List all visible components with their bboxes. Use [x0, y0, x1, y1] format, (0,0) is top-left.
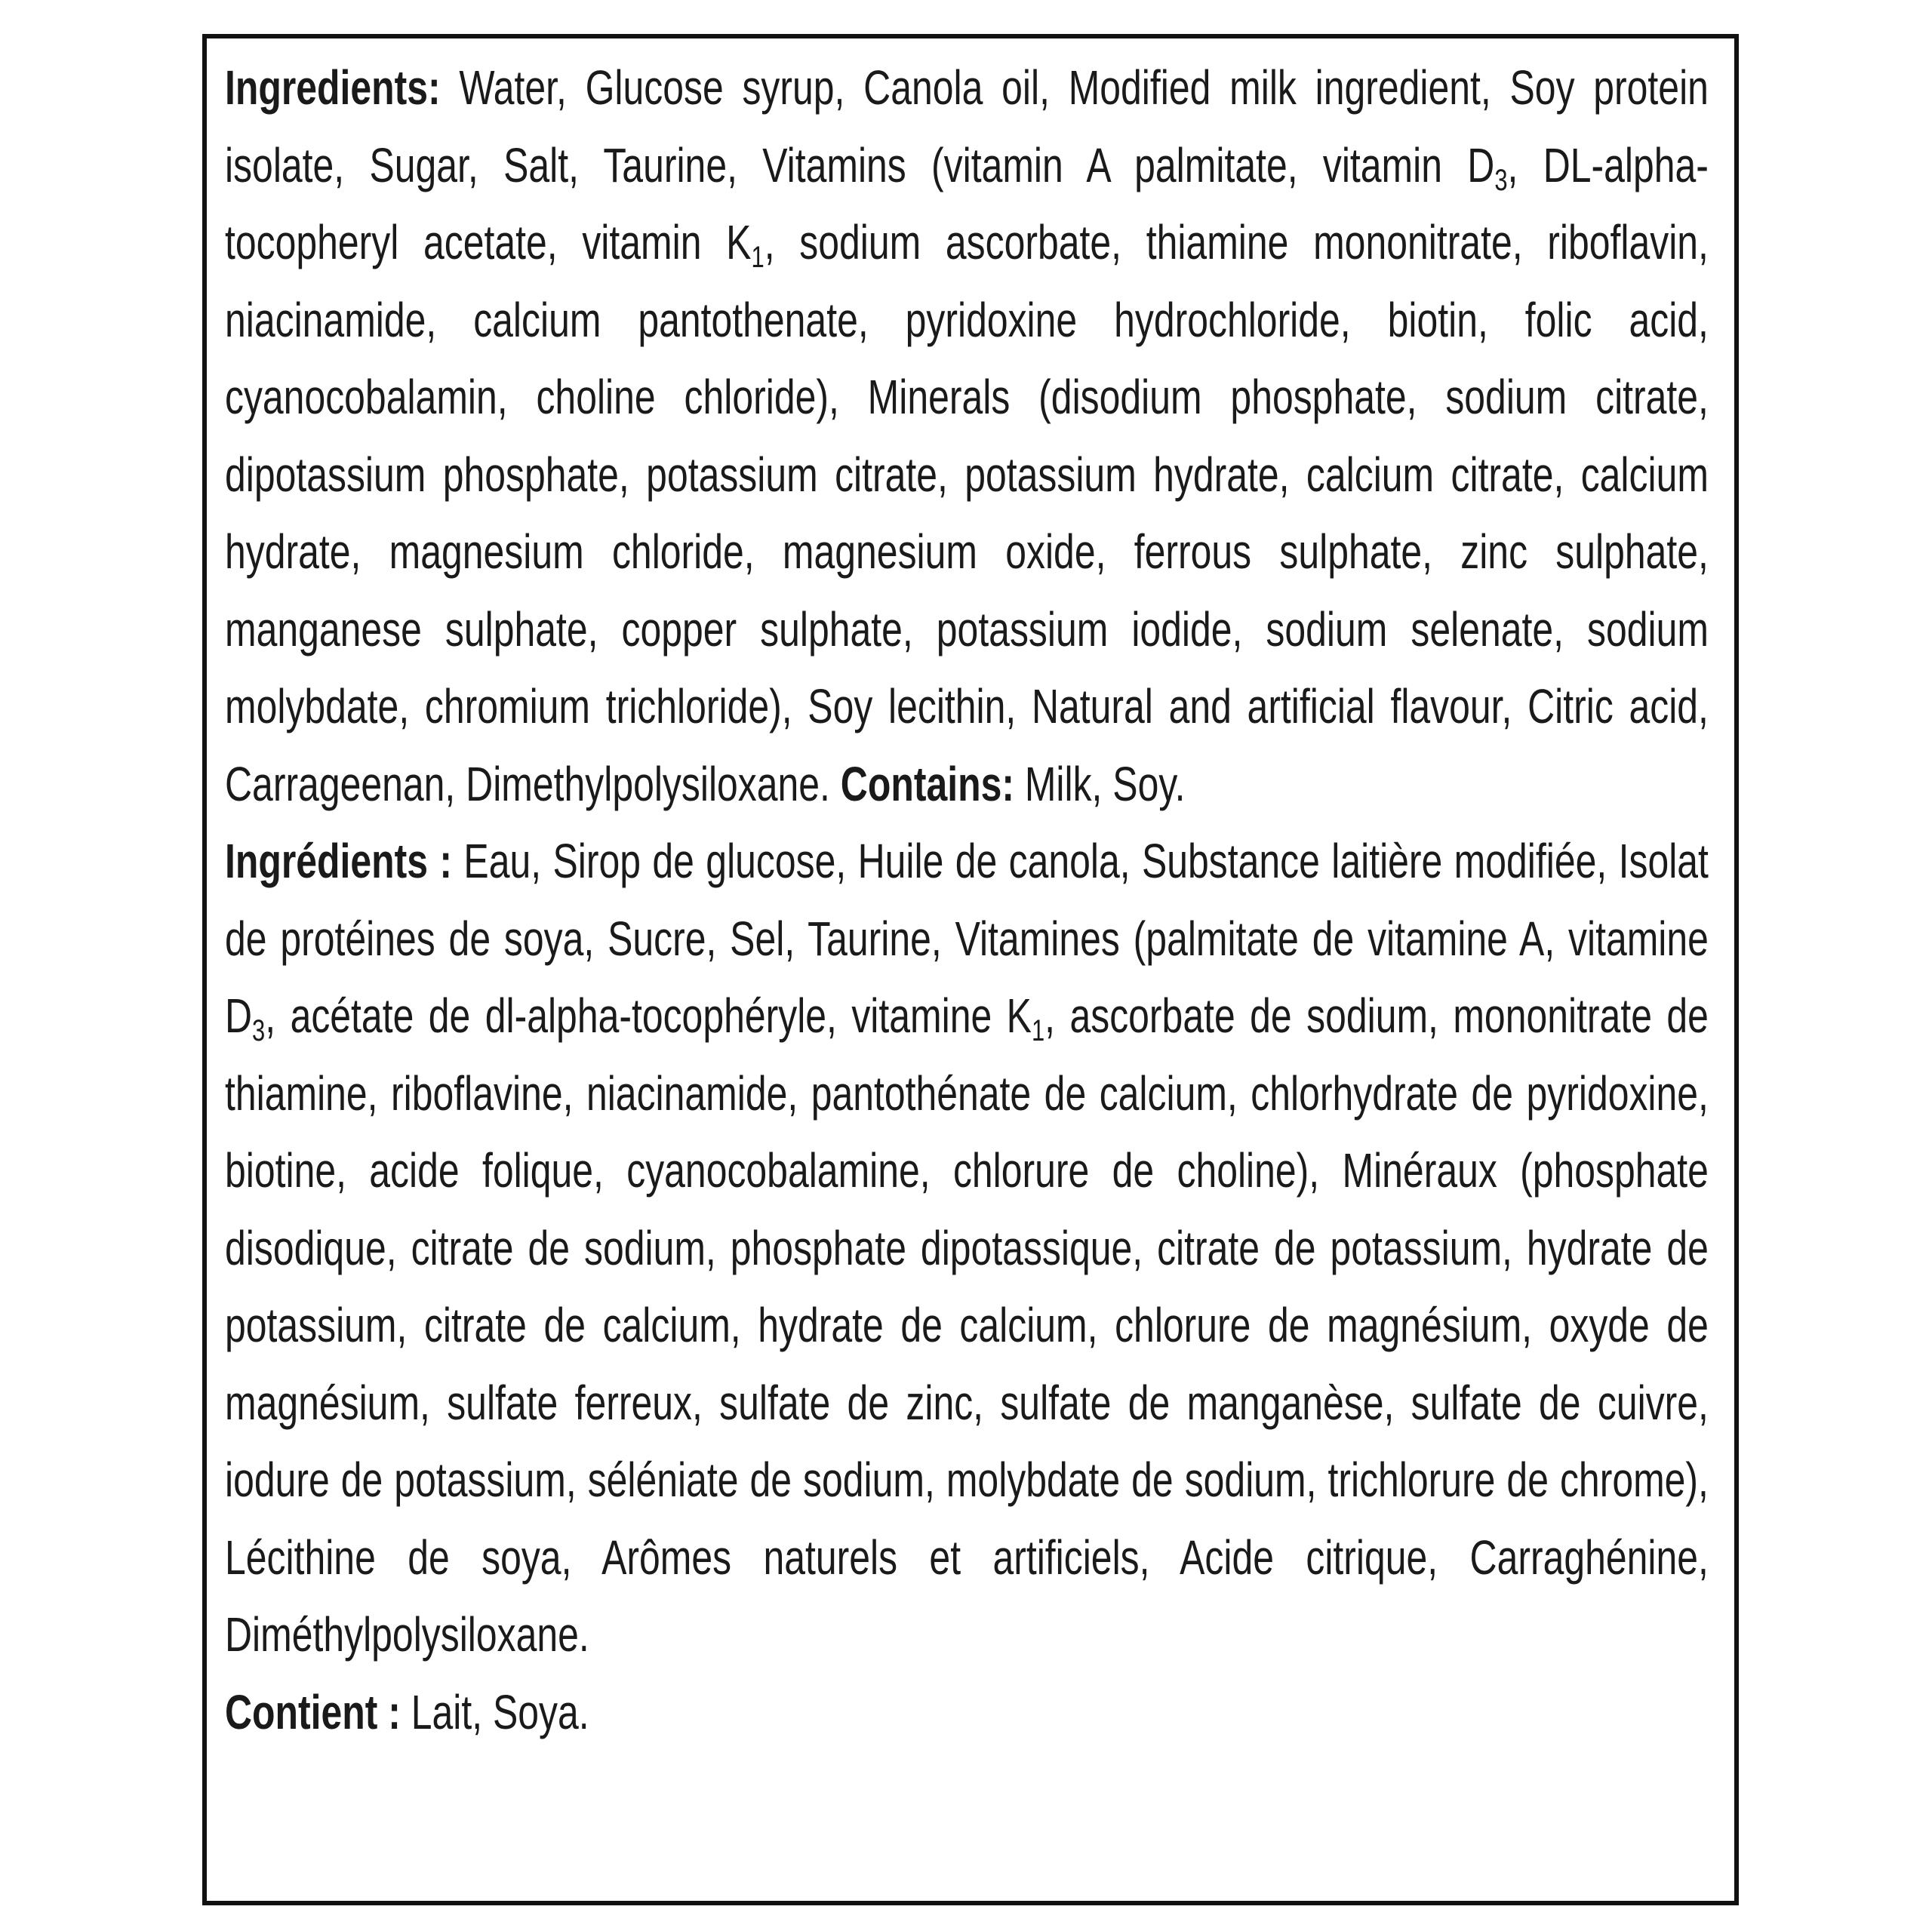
english-subscript-3: 3: [1494, 163, 1508, 197]
french-contains: [225, 1674, 1709, 1751]
ingredients-panel: [202, 34, 1739, 1905]
english-ingredients-heading: Ingredients:: [225, 60, 441, 115]
french-subscript-1: 1: [1031, 1014, 1045, 1048]
french-subscript-3: 3: [252, 1014, 266, 1048]
english-contains-text: Milk, Soy.: [1014, 756, 1186, 811]
french-contains-text: Lait, Soya.: [400, 1684, 589, 1739]
english-text-1: Water, Glucose syrup, Canola oil, Modified milk ingredient, Soy protein isolate, Sugar, Salt, Taurine, Vitamins (vitamin A palmitate, vitamin D: [225, 60, 1709, 192]
english-ingredients: [225, 49, 1709, 823]
english-text-3: , sodium ascorbate, thiamine mononitrate, riboflavin, niacinamide, calcium pantothenate, pyridoxine hydrochloride, biotin, folic acid, cyanocobalamin, choline chloride), Minerals (disodium phosphate, sodium citrate, dipotassium phosphate, potassium citrate, potassium hydrate, calcium citrate, calcium hydrate, magnesium chloride, magnesium oxide, ferrous sulphate, zinc sulphate, manganese sulphate, copper sulphate, potassium iodide, sodium selenate, sodium molybdate, chromium trichloride), Soy lecithin, Natural and artificial flavour, Citric acid, Carrageenan, Dimethylpolysiloxane.: [225, 215, 1709, 811]
french-text-3: , ascorbate de sodium, mononitrate de thiamine, riboflavine, niacinamide, pantothénate de calcium, chlorhydrate de pyridoxine, biotine, acide folique, cyanocobalamine, chlorure de choline), Minéraux (phosphate disodique, citrate de sodium, phosphate dipotassique, citrate de potassium, hydrate de potassium, citrate de calcium, hydrate de calcium, chlorure de magnésium, oxyde de magnésium, sulfate ferreux, sulfate de zinc, sulfate de manganèse, sulfate de cuivre, iodure de potassium, séléniate de sodium, molybdate de sodium, trichlorure de chrome), Lécithine de soya, Arômes naturels et artificiels, Acide citrique, Carraghénine, Diméthylpolysiloxane.: [225, 989, 1709, 1662]
french-ingredients-heading: Ingrédients :: [225, 834, 453, 888]
english-subscript-1: 1: [751, 241, 764, 275]
french-text-2: , acétate de dl-alpha-tocophéryle, vitamine K: [265, 989, 1032, 1043]
french-text-1: Eau, Sirop de glucose, Huile de canola, Substance laitière modifiée, Isolat de protéines de soya, Sucre, Sel, Taurine, Vitamines (palmitate de vitamine A, vitamine D: [225, 834, 1709, 1043]
french-ingredients: [225, 823, 1709, 1674]
french-contains-heading: Contient :: [225, 1684, 401, 1739]
english-text-2: , DL-alpha-tocopheryl acetate, vitamin K: [225, 137, 1709, 269]
english-contains-heading: Contains:: [840, 756, 1014, 811]
